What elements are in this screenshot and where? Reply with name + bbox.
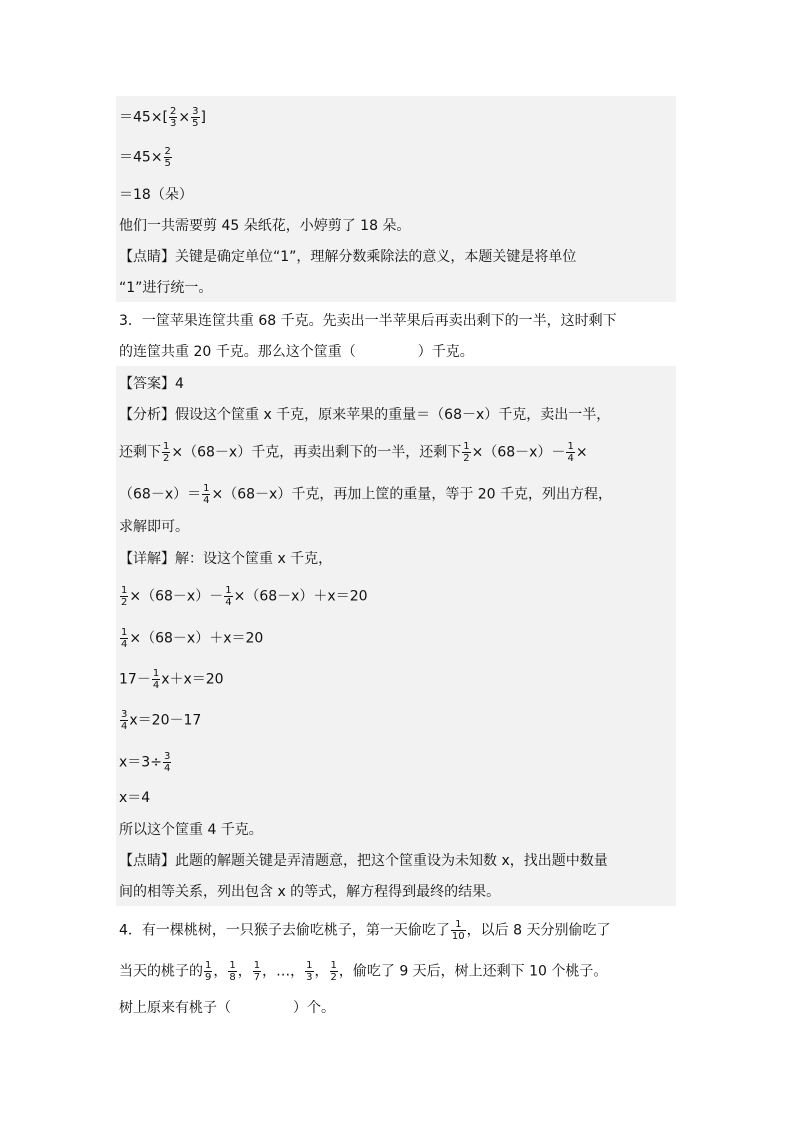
q3-line2: 的连筐共重 20 千克。那么这个筐重（ ）千克。 xyxy=(119,344,474,360)
prev-comment-line1: 【点睛】关键是确定单位“1”，理解分数乘除法的意义，本题关键是将单位 xyxy=(119,249,577,265)
q3-eq3: 17－ $\frac{1}{4}$ x＋x＝20 xyxy=(119,668,224,691)
fraction: $\frac{1}{9}$ xyxy=(205,960,212,983)
q3-eq6: x＝4 xyxy=(119,790,151,806)
q3-eq5: x＝3÷ $\frac{3}{4}$ xyxy=(119,751,171,774)
fraction: $\frac{1}{2}$ xyxy=(463,441,470,464)
fraction: $\frac{3}{4}$ xyxy=(163,751,171,774)
fraction: $\frac{1}{3}$ xyxy=(306,960,313,983)
prev-step3: ＝18（朵） xyxy=(119,187,193,203)
fraction: $\frac{1}{8}$ xyxy=(229,960,236,983)
q3-comment-1: 【点睛】此题的解题关键是弄清题意，把这个筐重设为未知数 x，找出题中数量 xyxy=(119,853,608,869)
fraction: $\frac{1}{4}$ xyxy=(203,483,210,506)
q3-result: 所以这个筐重 4 千克。 xyxy=(119,822,263,838)
q3-line1: 3．一筐苹果连筐共重 68 千克。先卖出一半苹果后再卖出剩下的一半，这时剩下 xyxy=(119,313,617,329)
q4-line1: 4．有一棵桃树，一只猴子去偷吃桃子，第一天偷吃了 $\frac{1}{10}$ ，以后 8 天分别偷吃了 xyxy=(119,919,611,942)
fraction: $\frac{1}{4}$ xyxy=(225,585,232,608)
q3-answer: 【答案】4 xyxy=(119,376,184,392)
prev-conclusion: 他们一共需要剪 45 朵纸花，小婷剪了 18 朵。 xyxy=(119,218,411,234)
fraction: $\frac{1}{2}$ xyxy=(330,960,337,983)
prev-step1: ＝45×[ $\frac{2}{3}$ × $\frac{3}{5}$ ] xyxy=(119,106,206,129)
q3-eq4: $\frac{3}{4}$ x＝20－17 xyxy=(121,709,202,732)
fraction: $\frac{3}{5}$ xyxy=(192,106,199,129)
prev-comment-line2: “1”进行统一。 xyxy=(119,280,213,296)
fraction: $\frac{1}{2}$ xyxy=(163,441,170,464)
q3-analysis-3: （68－x）＝ $\frac{1}{4}$ ×（68－x）千克，再加上筐的重量，等于 20 千克，列出方程， xyxy=(119,483,613,506)
fraction: $\frac{2}{5}$ xyxy=(164,146,171,169)
q4-line3: 树上原来有桃子（ ）个。 xyxy=(119,1000,335,1016)
q4-line2: 当天的桃子的 $\frac{1}{9}$ ， $\frac{1}{8}$ ， $\frac{1}{7}$ ，…， $\frac{1}{3}$ ， $\frac{1}{2}$ ，偷吃了 9 天后，树上还剩下 10 个桃子。 xyxy=(119,960,608,983)
prev-step2: ＝45× $\frac{2}{5}$ xyxy=(119,146,171,169)
q3-comment-2: 间的相等关系，列出包含 x 的等式，解方程得到最终的结果。 xyxy=(119,884,501,900)
fraction: $\frac{1}{2}$ xyxy=(121,585,128,608)
fraction: $\frac{3}{4}$ xyxy=(121,709,128,732)
fraction: $\frac{1}{4}$ xyxy=(121,627,128,650)
fraction: $\frac{1}{10}$ xyxy=(451,919,465,942)
q3-analysis-2: 还剩下 $\frac{1}{2}$ ×（68－x）千克，再卖出剩下的一半，还剩下 $\frac{1}{2}$ ×（68－x）－ $\frac{1}{4}$ × xyxy=(119,441,588,464)
fraction: $\frac{1}{4}$ xyxy=(567,441,574,464)
fraction: $\frac{1}{4}$ xyxy=(152,668,160,691)
q3-eq2: $\frac{1}{4}$ ×（68－x）＋x＝20 xyxy=(121,627,264,650)
q3-analysis-1: 【分析】假设这个筐重 x 千克，原来苹果的重量＝（68－x）千克，卖出一半， xyxy=(119,407,611,423)
fraction: $\frac{1}{7}$ xyxy=(253,960,261,983)
fraction: $\frac{2}{3}$ xyxy=(170,106,177,129)
q3-analysis-4: 求解即可。 xyxy=(119,519,189,535)
q3-eq1: $\frac{1}{2}$ ×（68－x）－ $\frac{1}{4}$ ×（68－x）＋x＝20 xyxy=(121,585,368,608)
q3-detail: 【详解】解：设这个筐重 x 千克， xyxy=(119,551,333,567)
